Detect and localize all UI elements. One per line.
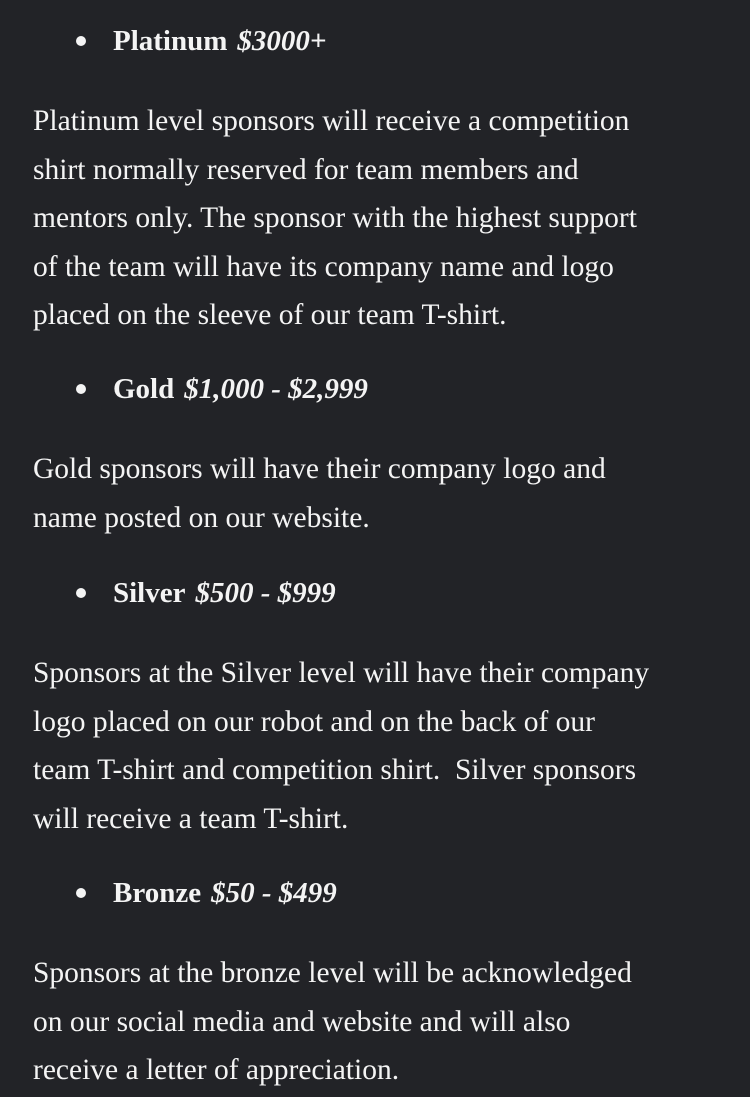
description-line: Gold sponsors will have their company logo and [33,453,606,485]
description-line: Sponsors at the bronze level will be acknowledged [33,957,632,989]
tier-range: $3000+ [237,24,327,57]
description-line: team T-shirt and competition shirt. Silver sponsors [33,754,637,786]
bullet-icon [76,588,86,598]
description-line: receive a letter of appreciation. [33,1054,400,1086]
tier-name: Gold [113,372,175,405]
description-line: Platinum level sponsors will receive a competition [33,105,630,137]
description-line: shirt normally reserved for team members and [33,153,579,186]
description-line: Sponsors at the Silver level will have their company [33,657,650,689]
tier-description-silver [33,649,733,843]
description-line: placed on the sleeve of our team T-shirt. [33,299,507,331]
tier-description-bronze [33,949,733,1095]
description-line: of the team will have its company name and logo [33,250,614,283]
tier-name: Platinum [113,24,228,57]
tier-description-platinum [33,97,733,340]
bullet-icon [76,888,86,898]
tier-heading-gold [76,369,368,409]
tier-heading-bronze [76,873,337,913]
tier-heading-platinum [76,21,326,61]
bullet-icon [76,384,86,394]
tier-heading-silver [76,573,336,613]
bullet-icon [76,36,86,46]
description-line: logo placed on our robot and on the back of our [33,705,595,738]
tier-range: $1,000 - $2,999 [184,372,368,405]
tier-range: $50 - $499 [211,876,337,909]
tier-name: Bronze [113,876,202,909]
description-line: name posted on our website. [33,501,370,534]
tier-name: Silver [113,576,186,609]
description-line: will receive a team T-shirt. [33,802,349,835]
description-line: mentors only. The sponsor with the highest support [33,202,637,234]
tier-range: $500 - $999 [195,576,336,609]
tier-description-gold [33,445,733,542]
description-line: on our social media and website and will also [33,1005,571,1038]
